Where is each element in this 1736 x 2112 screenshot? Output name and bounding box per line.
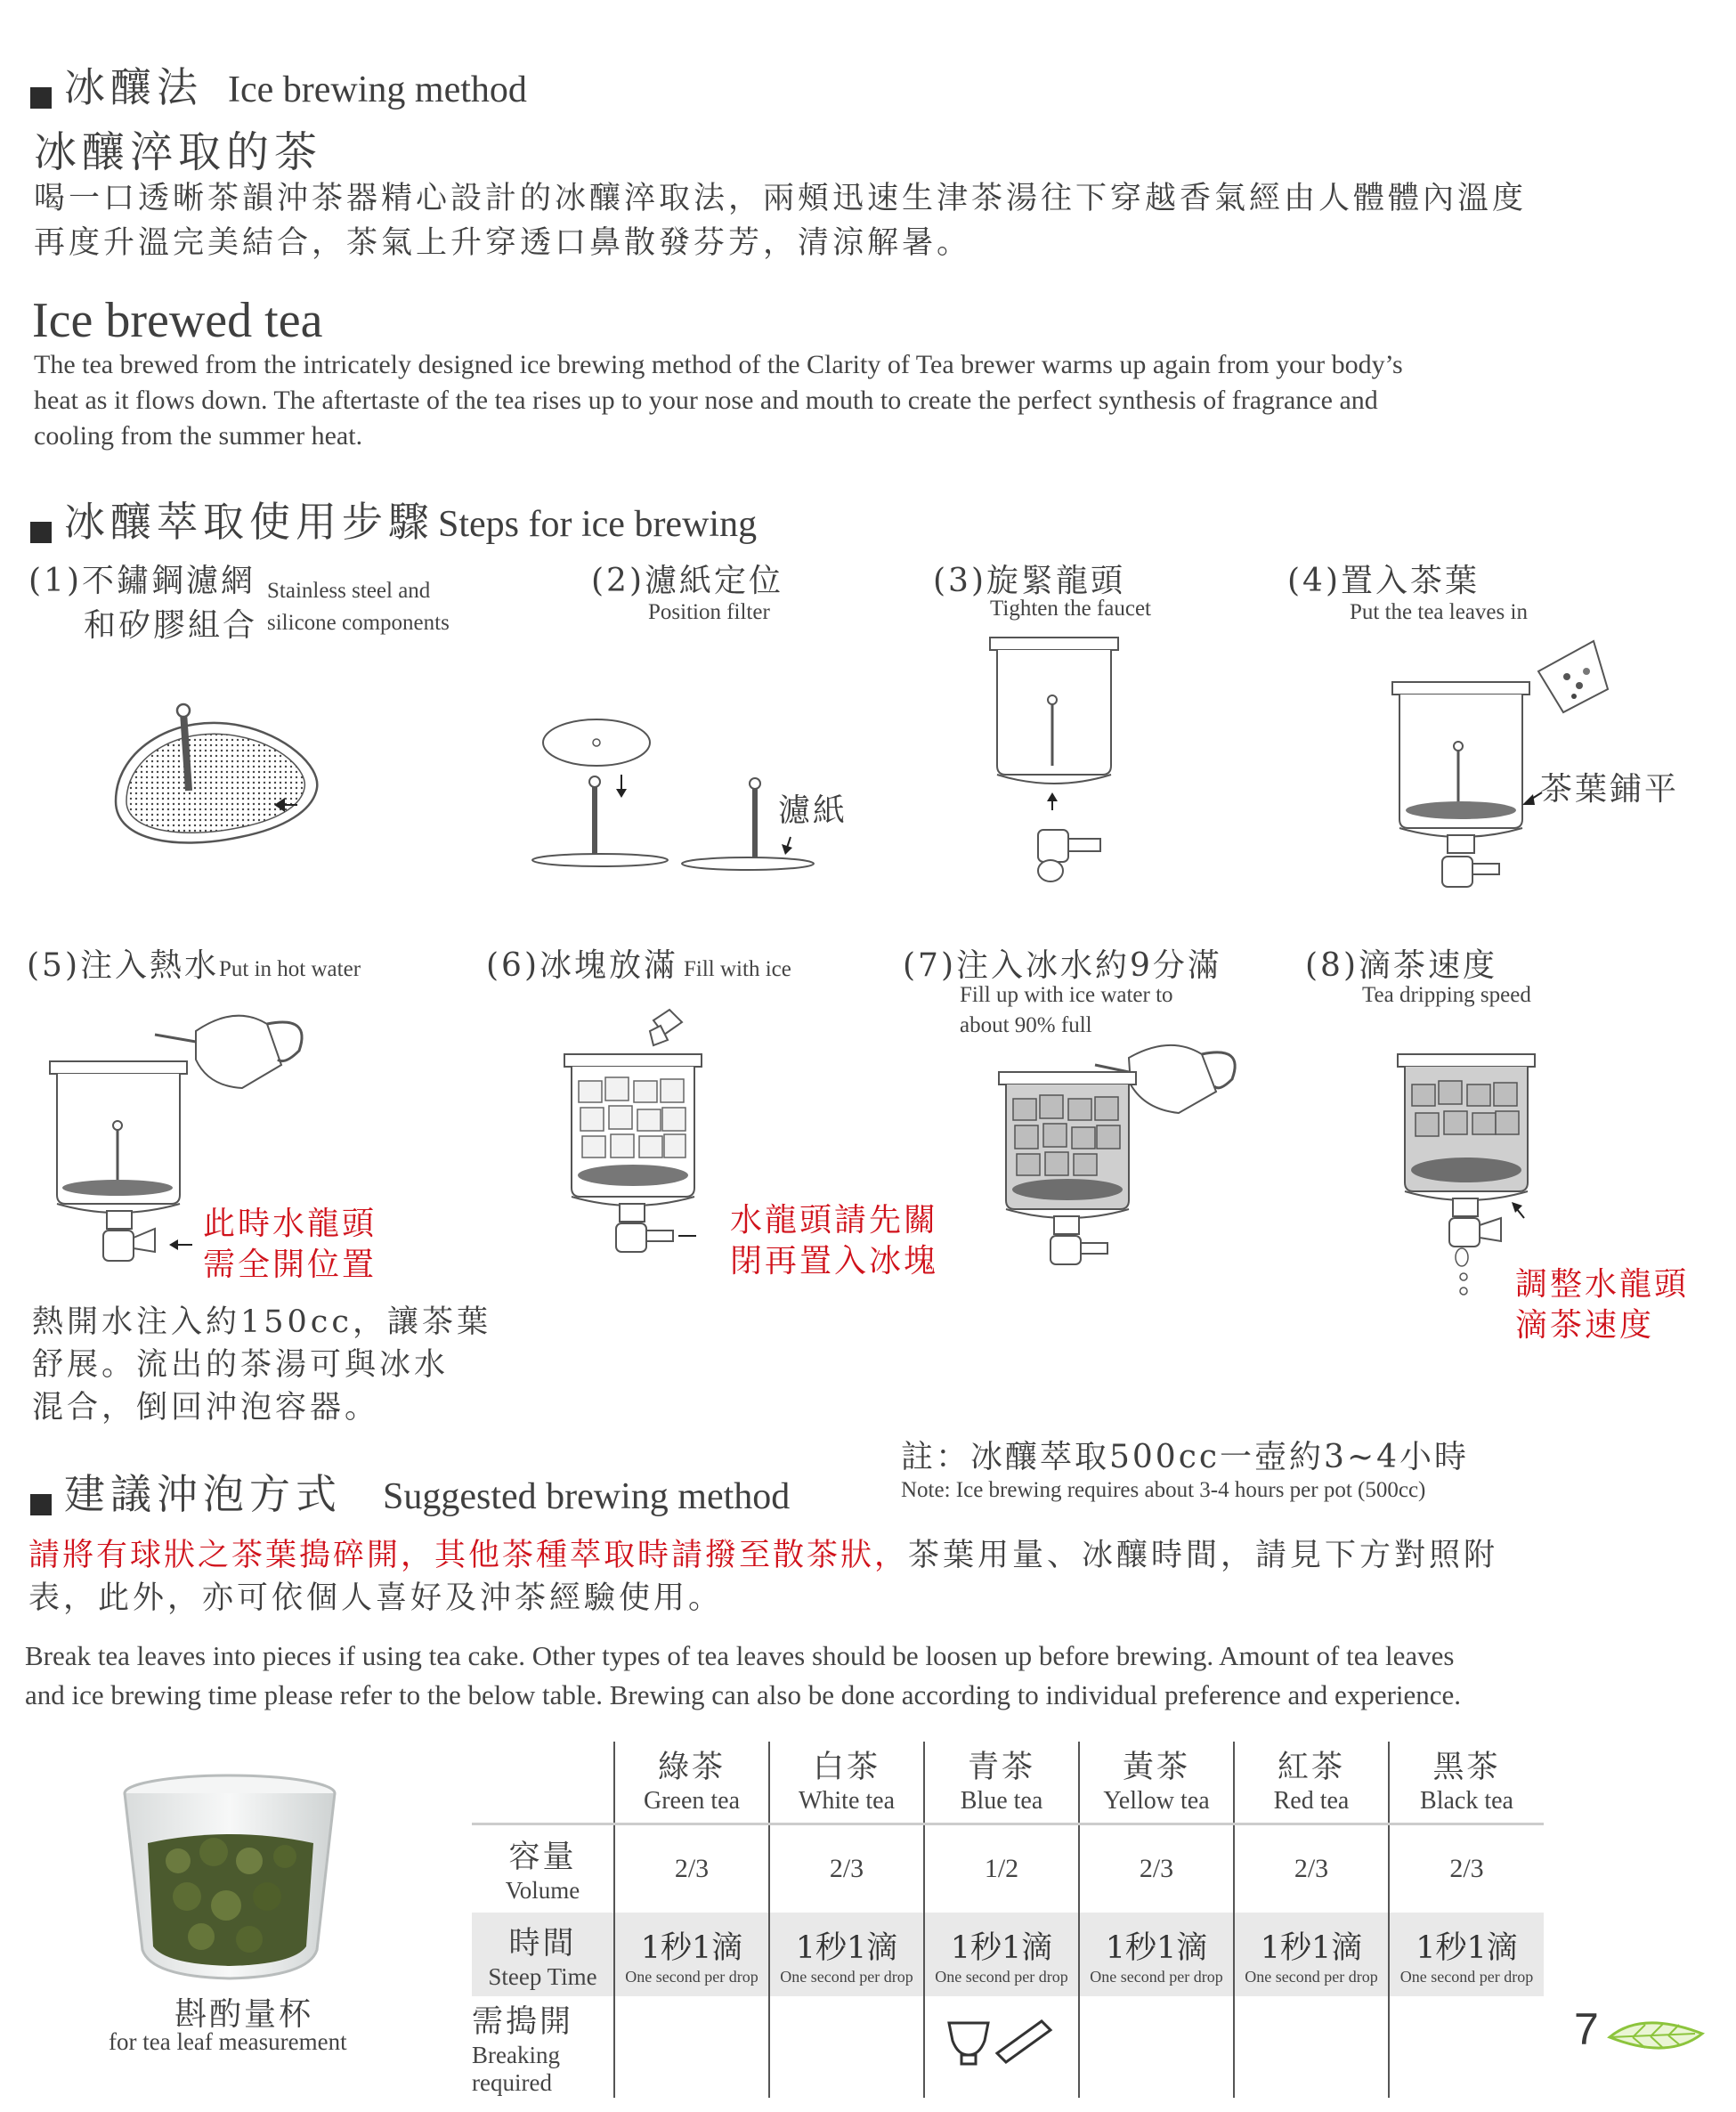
step-number: (6) [486, 947, 539, 984]
step-number: (2) [591, 563, 645, 599]
step-1-en-line-1: Stainless steel and [267, 579, 431, 603]
hot-water-note-line-3: 混合，倒回沖泡容器。 [32, 1390, 380, 1426]
time-cell: 1秒1滴 One second per drop [769, 1913, 924, 1996]
step-number: (1) [28, 563, 82, 599]
table-row-time [472, 1913, 1544, 1996]
step-5-label [27, 940, 361, 986]
step-4-label [1287, 556, 1480, 601]
page-number: 7 [1574, 2004, 1599, 2054]
row-label-volume: 容量 Volume [505, 1840, 580, 1905]
volume-cell: 2/3 [1389, 1824, 1544, 1913]
volume-cell: 1/2 [924, 1824, 1079, 1913]
step-7-label [903, 940, 1222, 986]
suggested-zh-tail: 茶葉用量、冰釀時間，請見下方對照附 [908, 1538, 1499, 1573]
table-row-volume [472, 1824, 1544, 1913]
volume-cell: 2/3 [614, 1824, 769, 1913]
row-label-time: 時間 Steep Time [488, 1925, 597, 1990]
col-green-tea: 綠茶 Green tea [614, 1742, 769, 1824]
breaking-cell [924, 1996, 1079, 2098]
suggested-en-line-1: Break tea leaves into pieces if using tea cake. Other types of tea leaves should be loosen up before brewing. Amount of tea leaves [25, 1640, 1455, 1671]
step-3-en: Tighten the faucet [990, 597, 1151, 621]
section-ice-brewing-method [30, 55, 527, 114]
step-8-callout-line-2: 滴茶速度 [1515, 1307, 1655, 1344]
step-5-callout-line-1: 此時水龍頭 [203, 1206, 377, 1242]
section-title-zh: 冰釀法 [64, 63, 203, 111]
intro-zh-line-1: 喝一口透晰茶韻沖茶器精心設計的冰釀淬取法，兩頰迅速生津茶湯往下穿越香氣經由人體體內溫度 [34, 181, 1528, 216]
step-title-en: Put in hot water [219, 957, 361, 981]
intro-zh-line-2: 再度升溫完美結合，茶氣上升穿透口鼻散發芬芳，清涼解暑。 [34, 225, 972, 261]
step-1-label [28, 556, 256, 601]
col-blue-tea: 青茶 Blue tea [924, 1742, 1079, 1824]
row-label-breaking: 需搗開 Breaking required [472, 2004, 574, 2096]
volume-cell: 2/3 [1234, 1824, 1389, 1913]
hot-water-note-line-1: 熱開水注入約150cc，讓茶葉 [32, 1304, 492, 1340]
filter-paper-illustration [534, 712, 819, 881]
col-white-tea: 白茶 White tea [769, 1742, 924, 1824]
step-title-zh: 冰塊放滿 [539, 947, 679, 984]
suggested-title-zh: 建議沖泡方式 [64, 1470, 342, 1518]
measuring-cup-image [116, 1772, 347, 1994]
note-zh: 註：冰釀萃取500cc一壺約3~4小時 [901, 1439, 1470, 1475]
intro-en-line-1: The tea brewed from the intricately designed ice brewing method of the Clarity of Tea brewer warms up again from your body’s [34, 350, 1403, 379]
step-title-zh: 濾紙定位 [645, 563, 784, 599]
step-title-zh: 旋緊龍頭 [986, 563, 1126, 599]
cup-label-zh: 斟酌量杯 [174, 1996, 314, 2033]
suggested-title-en: Suggested brewing method [383, 1476, 791, 1517]
step-6-callout-line-2: 閉再置入冰塊 [730, 1243, 939, 1279]
col-red-tea: 紅茶 Red tea [1234, 1742, 1389, 1824]
suggested-zh-line-2: 表，此外，亦可依個人喜好及沖茶經驗使用。 [28, 1580, 724, 1616]
step-2-en: Position filter [648, 600, 770, 624]
step-6-callout-line-1: 水龍頭請先關 [730, 1202, 939, 1239]
step-1-en-line-2: silicone components [267, 611, 450, 635]
step-6-label [486, 940, 791, 986]
step-1-zh-line-2: 和矽膠組合 [84, 607, 258, 644]
time-cell: 1秒1滴 One second per drop [1389, 1913, 1544, 1996]
step-8-callout-line-1: 調整水龍頭 [1515, 1266, 1690, 1303]
steps-title-zh: 冰釀萃取使用步驟 [64, 498, 434, 546]
step-4-callout: 茶葉鋪平 [1540, 771, 1680, 808]
ice-water-illustration [995, 1010, 1253, 1286]
time-cell: 1秒1滴 One second per drop [924, 1913, 1079, 1996]
mortar-pestle-icon [944, 2014, 1059, 2076]
col-yellow-tea: 黃茶 Yellow tea [1079, 1742, 1234, 1824]
brewer-faucet-illustration [988, 632, 1122, 899]
bullet-square-icon [30, 87, 52, 109]
step-title-zh: 注入熱水 [80, 947, 220, 984]
step-number: (8) [1305, 947, 1359, 984]
step-8-en: Tea dripping speed [1362, 983, 1531, 1007]
step-title-en: Fill with ice [684, 957, 791, 981]
suggested-en-line-2: and ice brewing time please refer to the below table. Brewing can also be done according to individual preference and experience. [25, 1679, 1462, 1710]
bullet-square-icon [30, 522, 52, 543]
step-8-label [1305, 940, 1497, 986]
leaf-icon [1606, 2014, 1706, 2059]
time-cell: 1秒1滴 One second per drop [1079, 1913, 1234, 1996]
bullet-square-icon [30, 1494, 52, 1515]
filter-illustration [107, 695, 338, 881]
step-title-zh: 置入茶葉 [1341, 563, 1480, 599]
step-2-label [591, 556, 783, 601]
volume-cell: 2/3 [1079, 1824, 1234, 1913]
step-title-zh: 不鏽鋼濾網 [82, 563, 256, 599]
table-row-breaking [472, 1996, 1544, 2098]
ice-fill-illustration [561, 1001, 739, 1277]
step-4-en: Put the tea leaves in [1350, 600, 1528, 624]
step-title-zh: 滴茶速度 [1359, 947, 1498, 984]
time-cell: 1秒1滴 One second per drop [614, 1913, 769, 1996]
volume-cell: 2/3 [769, 1824, 924, 1913]
step-2-callout: 濾紙 [778, 792, 848, 829]
intro-en-line-3: cooling from the summer heat. [34, 421, 363, 451]
section-suggested [30, 1462, 790, 1521]
step-7-en-line-2: about 90% full [960, 1013, 1092, 1037]
brewing-table [472, 1742, 1544, 2098]
suggested-zh-line-1 [28, 1533, 1498, 1578]
step-number: (4) [1287, 563, 1341, 599]
tea-leaves-illustration [1389, 623, 1611, 899]
cup-label-en: for tea leaf measurement [109, 2028, 347, 2055]
note-en: Note: Ice brewing requires about 3-4 hours per pot (500cc) [901, 1478, 1426, 1502]
subtitle-zh: 冰釀淬取的茶 [34, 127, 323, 177]
section-steps [30, 490, 757, 548]
col-black-tea: 黑茶 Black tea [1389, 1742, 1544, 1824]
heading-ice-brewed-tea: Ice brewed tea [32, 293, 323, 348]
step-number: (7) [903, 947, 956, 984]
steps-title-en: Steps for ice brewing [438, 504, 758, 545]
step-7-en-line-1: Fill up with ice water to [960, 983, 1173, 1007]
section-title-en: Ice brewing method [228, 69, 527, 110]
step-5-callout-line-2: 需全開位置 [203, 1247, 377, 1283]
step-number: (3) [933, 563, 986, 599]
step-number: (5) [27, 947, 80, 984]
suggested-red-text: 請將有球狀之茶葉搗碎開，其他茶種萃取時請撥至散茶狀， [28, 1538, 909, 1573]
step-3-label [933, 556, 1125, 601]
intro-en-line-2: heat as it flows down. The aftertaste of the tea rises up to your nose and mouth to create the perfect synthesis of fragrance and [34, 386, 1378, 415]
hot-water-note-line-2: 舒展。流出的茶湯可與冰水 [32, 1347, 450, 1383]
time-cell: 1秒1滴 One second per drop [1234, 1913, 1389, 1996]
step-title-zh: 注入冰水約9分滿 [956, 947, 1222, 984]
